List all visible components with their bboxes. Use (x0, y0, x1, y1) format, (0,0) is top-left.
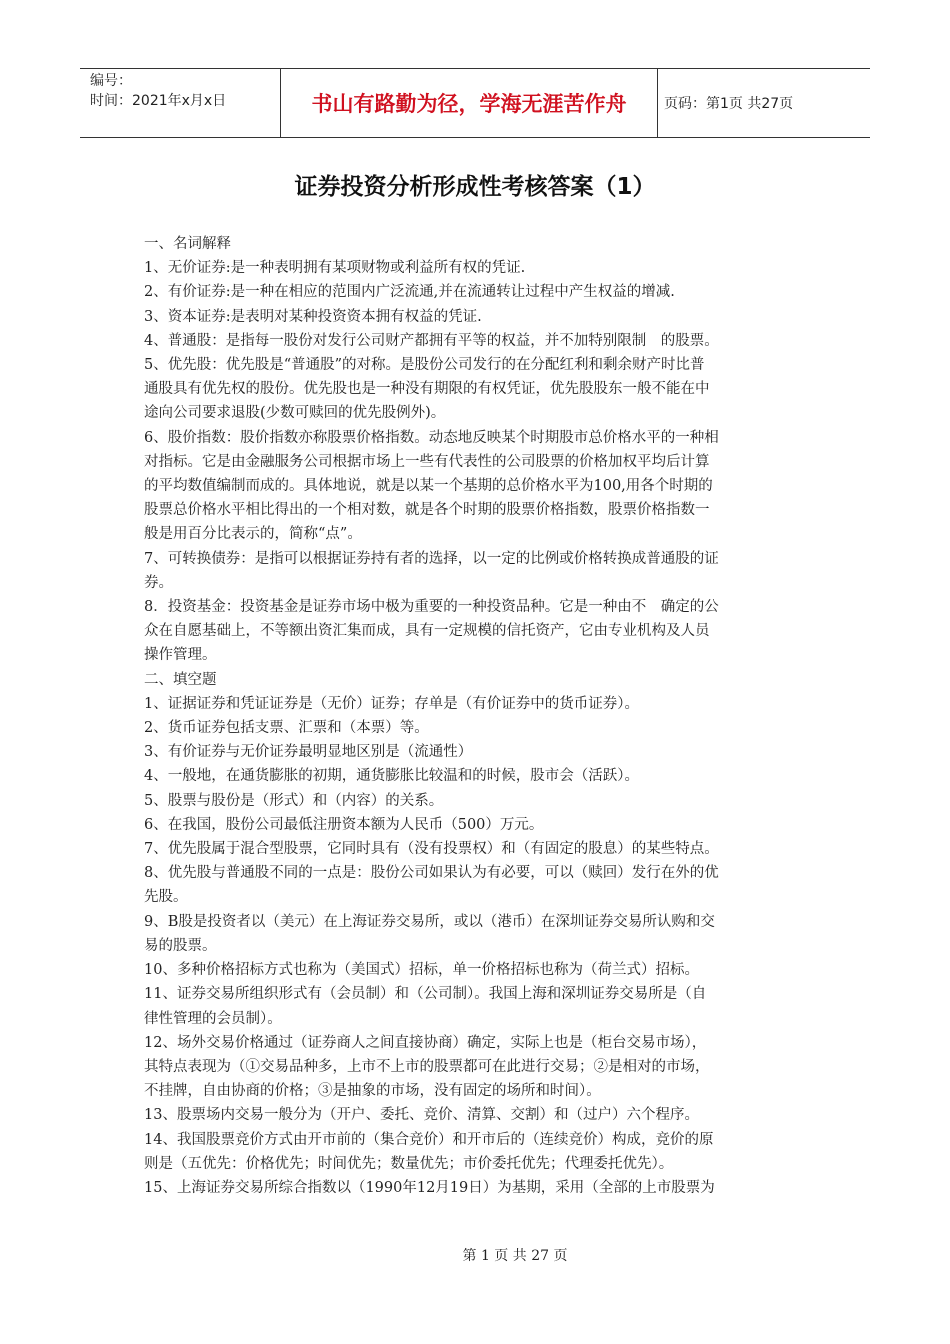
body-line: 则是（五优先：价格优先；时间优先；数量优先；市价委托优先；代理委托优先）。 (144, 1155, 674, 1172)
body-line: 8、优先股与普通股不同的一点是：股份公司如果认为有必要，可以（赎回）发行在外的优 (144, 865, 719, 882)
body-line: 14、我国股票竞价方式由开市前的（集合竞价）和开市后的（连续竞价）构成，竞价的原 (144, 1131, 714, 1148)
body-line: 律性管理的会员制）。 (144, 1010, 282, 1027)
body-line: 的平均数值编制而成的。具体地说，就是以某一个基期的总价格水平为100,用各个时期的 (144, 478, 713, 495)
body-line: 途向公司要求退股(少数可赎回的优先股例外)。 (144, 405, 446, 422)
body-line: 4、普通股：是指每一股份对发行公司财产都拥有平等的权益，并不加特别限制 的股票。 (144, 332, 719, 349)
body-line: 对指标。它是由金融服务公司根据市场上一些有代表性的公司股票的价格加权平均后计算 (144, 453, 710, 470)
body-line: 操作管理。 (144, 647, 217, 664)
body-line: 7、可转换债券：是指可以根据证券持有者的选择，以一定的比例或价格转换成普通股的证 (144, 550, 719, 567)
body-line: 5、优先股：优先股是“普通股”的对称。是股份公司发行的在分配红利和剩余财产时比普 (144, 357, 705, 374)
body-line: 2、货币证券包括支票、汇票和（本票）等。 (144, 720, 429, 737)
body-line: 8．投资基金：投资基金是证券市场中极为重要的一种投资品种。它是一种由不 确定的公 (144, 599, 719, 616)
document-number-label: 编号： (90, 73, 132, 89)
header-page-info: 页码：第1页 共27页 (664, 96, 794, 112)
body-line: 11、证券交易所组织形式有（会员制）和（公司制）。我国上海和深圳证券交易所是（自 (144, 986, 707, 1003)
body-line: 3、资本证券:是表明对某种投资资本拥有权益的凭证. (144, 308, 482, 325)
header-motto: 书山有路勤为径，学海无涯苦作舟 (280, 69, 658, 137)
body-line: 9、B股是投资者以（美元）在上海证券交易所，或以（港币）在深圳证券交易所认购和交 (144, 913, 715, 930)
document-title: 证券投资分析形成性考核答案（1） (294, 174, 656, 200)
body-line: 15、上海证券交易所综合指数以（1990年12月19日）为基期，采用（全部的上市股票为 (144, 1179, 715, 1196)
body-line: 6、股价指数：股价指数亦称股票价格指数。动态地反映某个时期股市总价格水平的一种相 (144, 429, 719, 446)
body-line: 10、多种价格招标方式也称为（美国式）招标，单一价格招标也称为（荷兰式）招标。 (144, 962, 699, 979)
body-line: 1、证据证券和凭证证券是（无价）证券；存单是（有价证券中的货币证券）。 (144, 695, 639, 712)
body-line: 股票总价格水平相比得出的一个相对数，就是各个时期的股票价格指数，股票价格指数一 (144, 502, 710, 519)
body-line: 4、一般地，在通货膨胀的初期，通货膨胀比较温和的时候，股市会（活跃）。 (144, 768, 639, 785)
body-line: 般是用百分比表示的，简称“点”。 (144, 526, 362, 543)
document-time-label: 时间：2021年x月x日 (90, 93, 227, 109)
body-line: 先股。 (144, 889, 188, 906)
body-line: 一、名词解释 (144, 236, 231, 252)
page-footer: 第 1 页 共 27 页 (462, 1248, 568, 1264)
body-line: 6、在我国，股份公司最低注册资本额为人民币（500）万元。 (144, 816, 544, 833)
body-line: 3、有价证券与无价证券最明显地区别是（流通性） (144, 744, 473, 761)
body-line: 通股具有优先权的股份。优先股也是一种没有期限的有权凭证，优先股股东一般不能在中 (144, 381, 710, 398)
body-line: 5、股票与股份是（形式）和（内容）的关系。 (144, 792, 444, 809)
body-line: 2、有价证券:是一种在相应的范围内广泛流通,并在流通转让过程中产生权益的增减. (144, 284, 675, 301)
body-line: 不挂牌，自由协商的价格；③是抽象的市场，没有固定的场所和时间）。 (144, 1083, 601, 1100)
page-header (80, 68, 870, 138)
body-line: 7、优先股属于混合型股票，它同时具有（没有投票权）和（有固定的股息）的某些特点。 (144, 841, 719, 858)
body-line: 其特点表现为（①交易品种多，上市不上市的股票都可在此进行交易；②是相对的市场， (144, 1058, 710, 1075)
body-line: 易的股票。 (144, 937, 217, 954)
body-line: 券。 (144, 574, 173, 591)
document-body (144, 232, 812, 1200)
body-line: 二、填空题 (144, 671, 217, 688)
body-line: 1、无价证券:是一种表明拥有某项财物或利益所有权的凭证. (144, 260, 526, 277)
body-line: 12、场外交易价格通过（证券商人之间直接协商）确定，实际上也是（柜台交易市场）， (144, 1034, 707, 1051)
header-meta (80, 69, 280, 137)
body-line: 众在自愿基础上，不等额出资汇集而成，具有一定规模的信托资产，它由专业机构及人员 (144, 623, 710, 640)
body-line: 13、股票场内交易一般分为（开户、委托、竞价、清算、交割）和（过户）六个程序。 (144, 1107, 699, 1124)
